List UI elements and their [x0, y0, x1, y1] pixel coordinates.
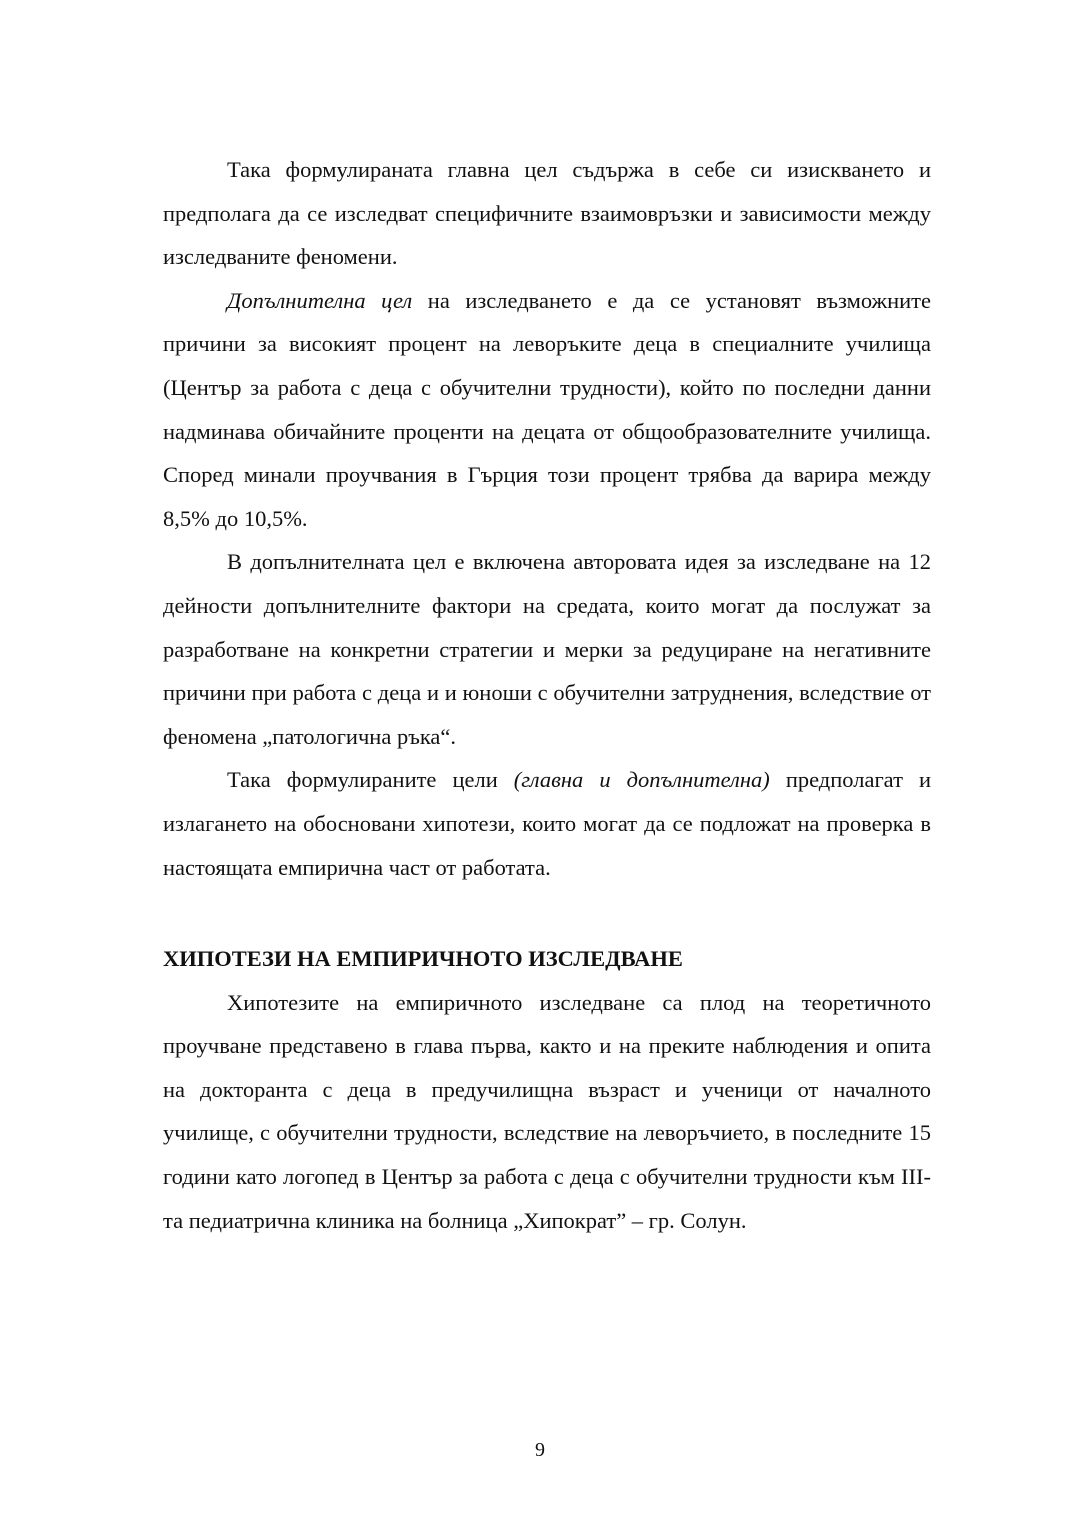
paragraph-additional-goal-text: на изследването е да се установят възможните причини за високият процент на леворъките деца в специалните училища (Център за работа с деца с обучителни трудности), който по последни данни надминава обичайните проценти на децата от общообразователните училища. Според минали проучвания в Гърция този процент трябва да варира между 8,5% до 10,5%.	[163, 287, 931, 531]
paragraph-main-goal-text: Така формулираната главна цел съдържа в себе си изискването и предполага да се изследват специфичните взаимовръзки и зависимости между изследваните феномени.	[163, 157, 931, 270]
paragraph-author-idea-text: В допълнителната цел е включена авторовата идея за изследване на 12 дейности допълнителните фактори на средата, които могат да послужат за разработване на конкретни стратегии и мерки за редуциране на негативните причини при работа с деца и и юноши с обучителни затруднения, вследствие от феномена „патологична ръка“.	[163, 549, 931, 749]
page-number: 9	[535, 1439, 545, 1461]
paragraph-formulated-goals-text: предполагат и излагането на обосновани хипотези, които могат да се подложат на проверка в настоящата емпирична част от работата.	[163, 767, 931, 880]
paragraph-hypotheses-text: Хипотезите на емпиричното изследване са плод на теоретичното проучване представено в глава първа, както и на преките наблюдения и опита на докторанта с деца в предучилищна възраст и ученици от началното училище, с обучителни трудности, вследствие на леворъчието, в последните 15 години като логопед в Център за работа с деца с обучителни трудности към III-та педиатрична клиника на болница „Хипократ” – гр. Солун.	[163, 989, 931, 1233]
paragraph-formulated-goals	[163, 758, 931, 889]
paragraph-hypotheses	[163, 981, 931, 1243]
paragraph-main-goal	[163, 148, 931, 279]
goals-parenthetical: (главна и допълнителна)	[513, 767, 770, 793]
paragraph-additional-goal	[163, 279, 931, 541]
paragraph-formulated-goals-start: Така формулираните цели	[227, 767, 514, 793]
document-page-body	[163, 148, 931, 1242]
additional-goal-term: Допълнителна цел	[227, 287, 413, 313]
section-heading-hypotheses: ХИПОТЕЗИ НА ЕМПИРИЧНОТО ИЗСЛЕДВАНЕ	[163, 946, 683, 972]
paragraph-author-idea	[163, 540, 931, 758]
